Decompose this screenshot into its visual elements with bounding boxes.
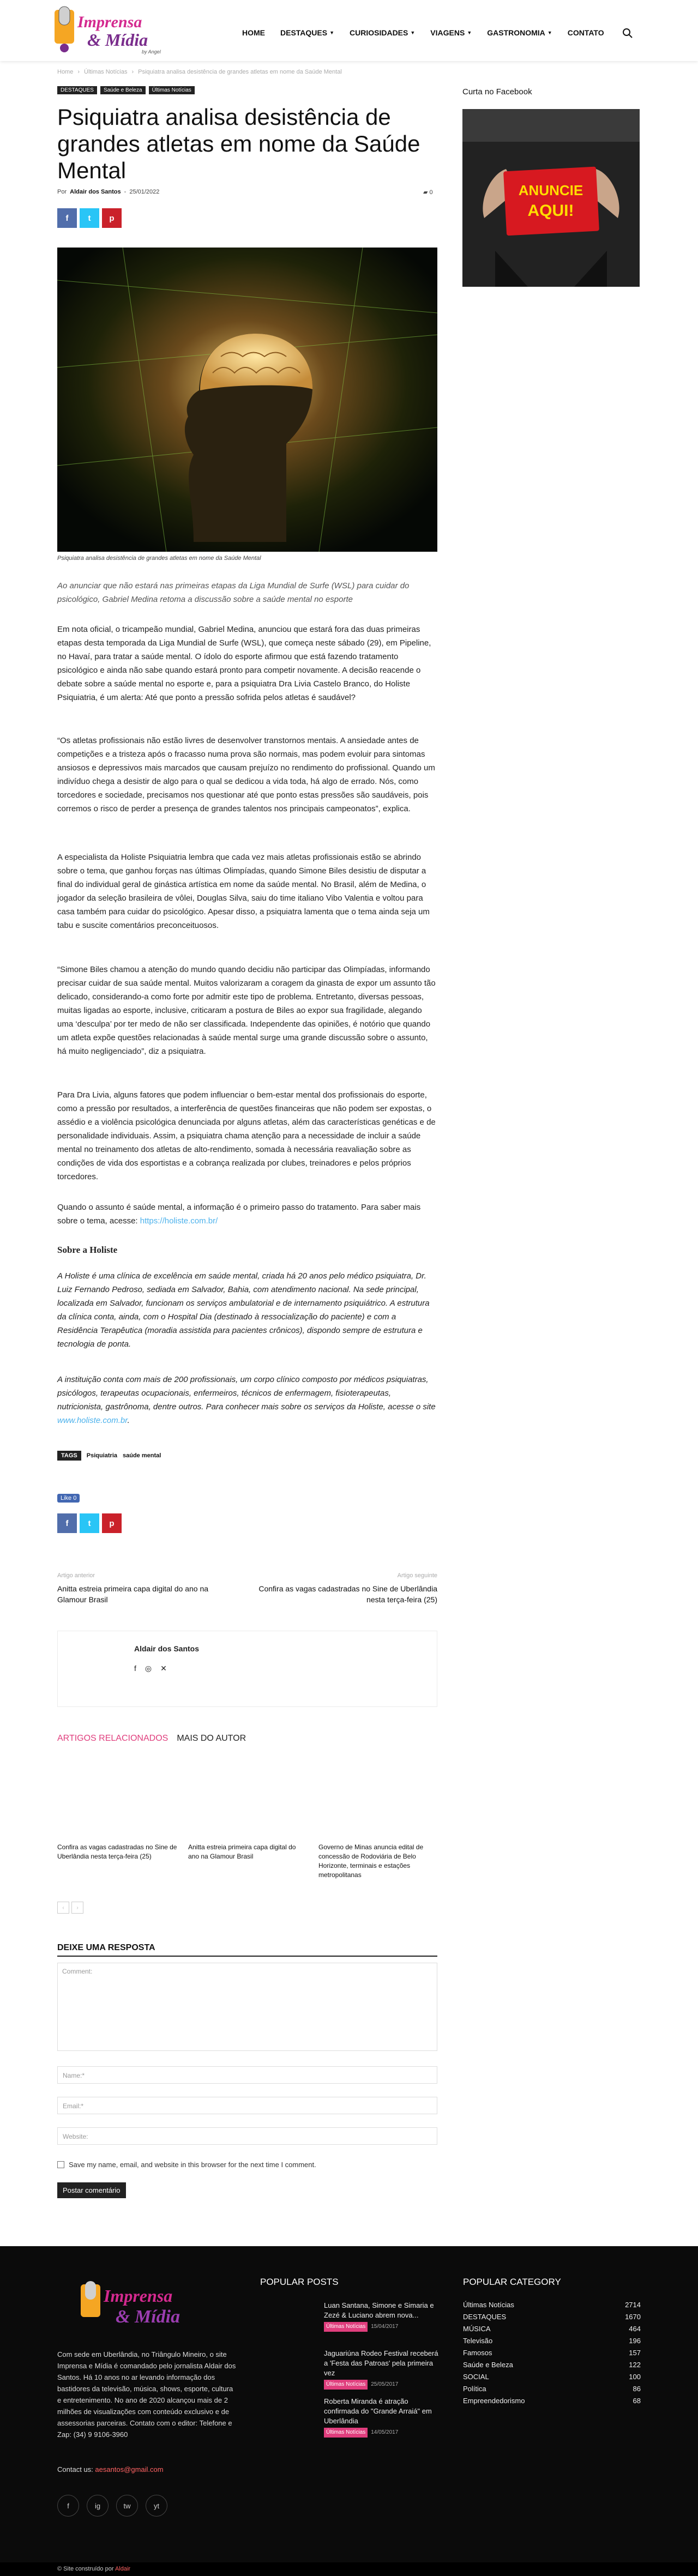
popular-post-title: Luan Santana, Simone e Simaria e Zezé & Luciano abrem nova...: [324, 2301, 434, 2319]
nav-item-label: GASTRONOMIA: [487, 28, 545, 37]
category-row[interactable]: [463, 2349, 641, 2357]
article-paragraph-5: Para Dra Livia, alguns fatores que podem influenciar o bem-estar mental dos profissionais do esporte, como a pressão por resultados, a interferência de questões financeiras que não podem ser expostas, o assédio e a violência psicológica denunciada por alguns atletas, além das características genéticas e de personalidade individuais. Assim, a psiquiatra chama atenção para a necessidade de incluir a saúde mental no treinamento dos atletas de alto-rendimento, somada à necessária reavaliação sobre as condições de vida dos esportistas e a cobrança realizada por clubes, treinadores e pelos próprios torcedores.: [57, 1090, 436, 1181]
save-info-label: Save my name, email, and website in this browser for the next time I comment.: [69, 2161, 316, 2169]
chevron-down-icon: ▼: [467, 30, 472, 35]
facebook-share-button[interactable]: f: [57, 208, 77, 228]
youtube-icon[interactable]: yt: [146, 2495, 167, 2517]
popular-post-badge[interactable]: Últimas Notícias: [324, 2322, 368, 2332]
article-paragraph-3: A especialista da Holiste Psiquiatria lembra que cada vez mais atletas profissionais estão se abrindo sobre o tema, que ganhou forças nas últimas Olimpíadas, quando Simone Biles desistiu de disputar a final do individual geral de ginástica artística em nome da saúde mental. No Brasil, além de Medina, o jogador da seleção brasileira de vôlei, Douglas Silva, saiu do time italiano Vibo Valentia e voltou para casa também para cuidar do psicológico. Apesar disso, a psiquiatra lamenta que o tema ainda seja um tabu e suscite comentários preconceituosos.: [57, 853, 430, 930]
category-ultimas[interactable]: Últimas Notícias: [149, 86, 195, 94]
popular-post[interactable]: [324, 2397, 442, 2438]
related-pagination: [57, 1902, 83, 1914]
nav-item-label: HOME: [242, 28, 265, 37]
lead-text: Ao anunciar que não estará nas primeiras etapas da Liga Mundial de Surfe (WSL) para cuidar do psicológico, Gabriel Medina retoma a discussão sobre a saúde mental no esporte: [57, 581, 410, 604]
chevron-right-icon: ›: [77, 69, 80, 75]
contact-email-link[interactable]: aesantos@gmail.com: [95, 2465, 164, 2474]
category-row[interactable]: [463, 2385, 641, 2393]
twitter-icon[interactable]: tw: [116, 2495, 138, 2517]
website-field[interactable]: Website:: [57, 2127, 437, 2145]
holiste-link[interactable]: https://holiste.com.br/: [140, 1216, 218, 1226]
category-count: 86: [633, 2385, 641, 2393]
reply-title: DEIXE UMA RESPOSTA: [57, 1943, 155, 1952]
svg-text:AQUI!: AQUI!: [527, 202, 574, 220]
breadcrumb: [57, 69, 342, 75]
twitter-share-button[interactable]: t: [80, 208, 99, 228]
post-comment-button[interactable]: Postar comentário: [57, 2182, 126, 2198]
category-name: Empreendedorismo: [463, 2397, 525, 2405]
chevron-down-icon: ▼: [410, 30, 416, 35]
meta-by: Por: [57, 189, 67, 195]
category-row[interactable]: [463, 2313, 641, 2321]
facebook-like-button[interactable]: Like 0: [57, 1494, 80, 1503]
category-count: 100: [629, 2373, 641, 2381]
category-name: DESTAQUES: [463, 2313, 507, 2321]
footer-about: Com sede em Uberlândia, no Triângulo Mineiro, o site Imprensa e Mídia é comandado pelo jornalista Aldair dos Santos. Há 10 anos no ar levando informação dos bastidores da televisão, música, shows, esporte, cultura e entretenimento. No ano de 2020 alcançou mais de 2 milhões de visualizações com conteúdo exclusivo e de assessorias parceiras. Contato com o editor: Telefone e Zap: (34) 9 9106-3960: [57, 2350, 236, 2439]
nav-item-4[interactable]: [479, 28, 559, 37]
chevron-left-icon[interactable]: ‹: [57, 1902, 69, 1914]
breadcrumb-category[interactable]: Últimas Notícias: [84, 69, 128, 75]
post-date: 25/01/2022: [129, 189, 160, 195]
related-item[interactable]: Anitta estreia primeira capa digital do ano na Glamour Brasil: [188, 1843, 296, 1860]
chevron-right-icon: ›: [131, 69, 134, 75]
author-social: [134, 1664, 167, 1673]
comment-count-value: 0: [429, 189, 433, 196]
facebook-share-button[interactable]: f: [57, 1513, 77, 1533]
comment-count[interactable]: [423, 189, 433, 196]
about-paragraph-1: A Holiste é uma clínica de excelência em saúde mental, criada há 20 anos pelo médico psiquiatra, Dr. Luiz Fernando Pedroso, sediada em Salvador, Bahia, com atendimento nacional. Na sede principal, localizada em Salvador, funcionam os serviços ambulatorial e de internamento psiquiátrico. A estrutura da clínica conta, ainda, com o Hospital Dia (destinado à ressocialização do paciente) e com a Residência Terapêutica (moradia assistida para pacientes crônicos), dispondo sempre de estrutura e tecnologia de ponta.: [57, 1271, 430, 1349]
post-meta: [57, 189, 159, 195]
pinterest-share-button[interactable]: p: [102, 1513, 122, 1533]
hero-image: [57, 248, 437, 552]
article-paragraph-6: [57, 1200, 437, 1228]
popular-post-badge[interactable]: Últimas Notícias: [324, 2380, 368, 2390]
related-tabs: [57, 1734, 246, 1744]
popular-post-date: 14/05/2017: [371, 2429, 399, 2435]
svg-text:by Angel: by Angel: [142, 49, 161, 55]
next-label: Artigo seguinte: [397, 1572, 437, 1579]
instagram-icon[interactable]: ig: [87, 2495, 109, 2517]
article-paragraph-1: Em nota oficial, o tricampeão mundial, Gabriel Medina, anunciou que estará fora das duas primeiras etapas desta temporada da Liga Mundial de Surfe (WSL), que começa neste sábado (29), em Pipeline, no Havaí, para tratar a saúde mental. O ídolo do esporte afirmou que está fazendo tratamento psicológico e ainda não sabe quando estará pronto para competir novamente. A decisão reacende o debate sobre a saúde mental no esporte e, para a psiquiatra Dra Livia Castelo Branco, do Holiste Psiquiatria, é um alerta: Até que ponto a pressão sofrida pelos atletas é saudável?: [57, 625, 431, 702]
category-count: 1670: [625, 2313, 641, 2321]
nav-item-label: CONTATO: [567, 28, 604, 37]
tab-more-from-author[interactable]: MAIS DO AUTOR: [177, 1734, 246, 1743]
image-caption: Psiquiatra analisa desistência de grandes atletas em nome da Saúde Mental: [57, 555, 261, 562]
about-heading: Sobre a Holiste: [57, 1245, 118, 1255]
svg-text:& Mídia: & Mídia: [116, 2307, 180, 2327]
nav-item-0[interactable]: [234, 28, 273, 37]
category-row[interactable]: [463, 2325, 641, 2333]
category-name: Saúde e Beleza: [463, 2361, 513, 2369]
popular-category-title: POPULAR CATEGORY: [463, 2277, 561, 2287]
chevron-down-icon: ▼: [547, 30, 552, 35]
post-thumbnail[interactable]: [260, 2301, 315, 2339]
popular-post-badge[interactable]: Últimas Notícias: [324, 2428, 368, 2438]
search-icon[interactable]: [622, 27, 634, 39]
next-article[interactable]: [257, 1570, 437, 1605]
breadcrumb-current: Psiquiatra analisa desistência de grandes atletas em nome da Saúde Mental: [138, 69, 342, 75]
popular-posts-title: POPULAR POSTS: [260, 2277, 339, 2287]
category-row[interactable]: [463, 2337, 641, 2345]
footer-logo[interactable]: [81, 2278, 217, 2332]
category-count: 122: [629, 2361, 641, 2369]
related-item[interactable]: Governo de Minas anuncia edital de concessão de Rodoviária de Belo Horizonte, terminais e estações metropolitanas: [318, 1843, 424, 1879]
nav-item-3[interactable]: [423, 28, 479, 37]
tag-saude-mental[interactable]: saúde mental: [123, 1452, 161, 1459]
pinterest-share-button[interactable]: p: [102, 208, 122, 228]
about2-text: A instituição conta com mais de 200 profissionais, um corpo clínico composto por médicos psiquiatras, psicólogos, terapeutas ocupacionais, enfermeiros, técnicos de enfermagem, fisioterapeutas, nutricionista, gastrônoma, dentre outros. Para conhecer mais sobre os serviços da Holiste, acesse o site: [57, 1375, 436, 1411]
comment-textarea[interactable]: Comment:: [57, 1963, 437, 2051]
twitter-icon[interactable]: ✕: [160, 1664, 167, 1673]
prev-title: Anitta estreia primeira capa digital do ano na Glamour Brasil: [57, 1584, 209, 1604]
reply-divider: [57, 1956, 437, 1957]
footer-contact: [57, 2465, 164, 2474]
category-labels: [57, 86, 195, 94]
tag-psiquiatria[interactable]: Psiquiatria: [86, 1452, 117, 1459]
category-name: Famosos: [463, 2349, 492, 2357]
avatar: [70, 1643, 122, 1696]
site-header: [0, 0, 698, 61]
category-row[interactable]: [463, 2361, 641, 2369]
copyright-text: © Site construído por: [57, 2566, 115, 2572]
category-count: 157: [629, 2349, 641, 2357]
related-item[interactable]: Confira as vagas cadastradas no Sine de Uberlândia nesta terça-feira (25): [57, 1843, 177, 1860]
category-row[interactable]: [463, 2301, 641, 2309]
about-paragraph-2: [57, 1373, 437, 1427]
meta-sep: -: [124, 189, 127, 195]
nav-item-label: VIAGENS: [430, 28, 465, 37]
category-count: 68: [633, 2397, 641, 2405]
category-row[interactable]: [463, 2397, 641, 2405]
svg-text:ANUNCIE: ANUNCIE: [518, 182, 583, 198]
category-name: MÚSICA: [463, 2325, 491, 2333]
main-nav: [234, 28, 612, 37]
facebook-icon[interactable]: f: [57, 2495, 79, 2517]
category-count: 2714: [625, 2301, 641, 2309]
breadcrumb-home[interactable]: Home: [57, 69, 74, 75]
nav-item-label: DESTAQUES: [280, 28, 328, 37]
author-link[interactable]: Aldair dos Santos: [70, 189, 121, 195]
post-thumbnail[interactable]: [260, 2397, 315, 2435]
about2-end: .: [127, 1416, 130, 1425]
nav-item-5[interactable]: [560, 28, 612, 37]
category-name: Últimas Notícias: [463, 2301, 514, 2309]
popular-post-date: 25/05/2017: [371, 2381, 399, 2387]
category-count: 196: [629, 2337, 641, 2345]
instagram-icon[interactable]: ◎: [145, 1664, 152, 1673]
ad-banner[interactable]: [462, 109, 640, 287]
site-logo[interactable]: [55, 4, 185, 57]
category-row[interactable]: [463, 2373, 641, 2381]
popular-post[interactable]: [324, 2349, 442, 2390]
prev-label: Artigo anterior: [57, 1572, 95, 1579]
svg-text:Imprensa: Imprensa: [77, 13, 142, 31]
comment-icon: ▰: [423, 189, 428, 196]
category-destaques[interactable]: DESTAQUES: [57, 86, 97, 94]
popular-post-date: 15/04/2017: [371, 2324, 399, 2330]
checkbox-box[interactable]: [57, 2161, 64, 2168]
facebook-icon[interactable]: f: [134, 1664, 136, 1673]
chevron-down-icon: ▼: [329, 30, 335, 35]
category-name: Televisão: [463, 2337, 493, 2345]
site-footer: [0, 2246, 698, 2562]
chevron-right-icon[interactable]: ›: [71, 1902, 83, 1914]
svg-text:& Mídia: & Mídia: [87, 30, 148, 50]
nav-item-1[interactable]: [273, 28, 342, 37]
author-name[interactable]: Aldair dos Santos: [134, 1644, 200, 1653]
category-saude[interactable]: Saúde e Beleza: [100, 86, 146, 94]
article-paragraph-4: “Simone Biles chamou a atenção do mundo quando decidiu não participar das Olimpíadas, informando precisar cuidar de sua saúde mental. Muitos valorizaram a coragem da ginasta de expor um assunto tão delicado, considerando-a como forte por admitir este tipo de problema. Entretanto, diversas pessoas, muitas ligadas ao esporte, inclusive, criticaram a postura de Biles ao expor sua fragilidade, alegando uma ‘desculpa’ por ter medo de não ser classificada. Independente das opiniões, é notório que quando um atleta expõe questões relacionadas à saúde mental surge uma grande discussão sobre o assunto, há muito negligenciado”, diz a psiquiatra.: [57, 965, 436, 1056]
category-name: SOCIAL: [463, 2373, 489, 2381]
popular-post-title: Roberta Miranda é atração confirmada do "Grande Arraiá" em Uberlândia: [324, 2397, 432, 2425]
category-name: Política: [463, 2385, 486, 2393]
post-thumbnail[interactable]: [260, 2349, 315, 2387]
sidebar-title: Curta no Facebook: [462, 87, 532, 96]
popular-post-title: Jaguariúna Rodeo Festival receberá a 'Festa das Patroas' pela primeira vez: [324, 2349, 438, 2377]
popular-post[interactable]: [324, 2301, 442, 2332]
holiste-site-link[interactable]: www.holiste.com.br: [57, 1416, 128, 1425]
previous-article[interactable]: [57, 1570, 237, 1605]
tags-label: TAGS: [57, 1451, 81, 1461]
contact-label: Contact us:: [57, 2465, 95, 2474]
nav-item-label: CURIOSIDADES: [350, 28, 408, 37]
footer-social: [57, 2495, 167, 2517]
p6-text: Quando o assunto é saúde mental, a informação é o primeiro passo do tratamento. Para saber mais sobre o tema, acesse:: [57, 1203, 421, 1226]
article-lead: [57, 579, 437, 606]
tags-row: [57, 1451, 161, 1461]
page-title: Psiquiatra analisa desistência de grandes atletas em nome da Saúde Mental: [57, 104, 420, 183]
category-count: 464: [629, 2325, 641, 2333]
tab-related[interactable]: ARTIGOS RELACIONADOS: [57, 1734, 169, 1743]
share-buttons-top: [57, 208, 122, 228]
sub-footer: [0, 2562, 698, 2576]
next-title: Confira as vagas cadastradas no Sine de Uberlândia nesta terça-feira (25): [258, 1584, 437, 1604]
save-info-checkbox[interactable]: [57, 2161, 316, 2169]
svg-text:Imprensa: Imprensa: [104, 2286, 173, 2306]
author-box: [57, 1631, 437, 1707]
email-field[interactable]: Email:*: [57, 2097, 437, 2114]
name-field[interactable]: Name:*: [57, 2066, 437, 2084]
article-paragraph-2: “Os atletas profissionais não estão livres de desenvolver transtornos mentais. A ansiedade antes de competições e a tristeza após o fracasso numa prova são normais, mas podem evoluir para sintomas ansiosos e depressivos mais marcados que causam prejuízo no rendimento do profissional. Quando um indivíduo chega a desistir de algo para o qual se dedicou a vida toda, há algo de errado. Nós, como torcedores e sociedade, precisamos nos questionar até que ponto estas pressões são saudáveis, pois corremos o risco de perder a presença de grandes talentos nos principais campeonatos”, explica.: [57, 736, 435, 813]
nav-item-2[interactable]: [342, 28, 423, 37]
twitter-share-button[interactable]: t: [80, 1513, 99, 1533]
share-buttons-bottom: [57, 1513, 122, 1533]
copyright-link[interactable]: Aldair: [115, 2566, 131, 2572]
